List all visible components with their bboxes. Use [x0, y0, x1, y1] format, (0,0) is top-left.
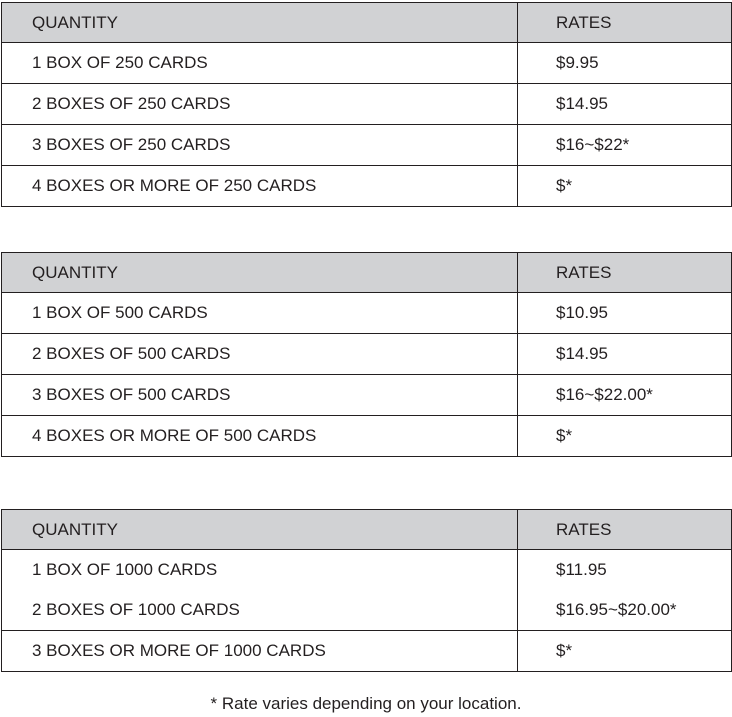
quantity-cell: 2 BOXES OF 500 CARDS: [2, 334, 518, 375]
table-row: [2, 631, 732, 672]
rate-cell: $14.95: [518, 84, 732, 125]
table-row: [2, 43, 732, 84]
rate-cell: $14.95: [518, 334, 732, 375]
table-header-row: [2, 510, 732, 550]
quantity-header: QUANTITY: [2, 510, 518, 550]
quantity-cell: 4 BOXES OR MORE OF 500 CARDS: [2, 416, 518, 457]
rates-table-1000: [1, 509, 732, 672]
quantity-cell: 1 BOX OF 250 CARDS: [2, 43, 518, 84]
quantity-cell: 1 BOX OF 1000 CARDS: [2, 550, 518, 591]
table-header-row: [2, 3, 732, 43]
quantity-cell: 1 BOX OF 500 CARDS: [2, 293, 518, 334]
table-row: [2, 550, 732, 591]
quantity-cell: 3 BOXES OR MORE OF 1000 CARDS: [2, 631, 518, 672]
table-row: [2, 125, 732, 166]
quantity-cell: 2 BOXES OF 250 CARDS: [2, 84, 518, 125]
footnote: * Rate varies depending on your location.: [210, 694, 522, 713]
quantity-cell: 2 BOXES OF 1000 CARDS: [2, 590, 518, 631]
table-row: [2, 590, 732, 631]
table-row: [2, 84, 732, 125]
rate-cell: $*: [518, 631, 732, 672]
table-row: [2, 293, 732, 334]
table-row: [2, 334, 732, 375]
rate-cell: $10.95: [518, 293, 732, 334]
table-row: [2, 375, 732, 416]
table-row: [2, 166, 732, 207]
rate-cell: $9.95: [518, 43, 732, 84]
rates-table-250: [1, 2, 732, 207]
quantity-header: QUANTITY: [2, 3, 518, 43]
quantity-cell: 3 BOXES OF 500 CARDS: [2, 375, 518, 416]
quantity-header: QUANTITY: [2, 253, 518, 293]
rates-table-500: [1, 252, 732, 457]
table-row: [2, 416, 732, 457]
rate-cell: $*: [518, 416, 732, 457]
rate-cell: $16~$22.00*: [518, 375, 732, 416]
rates-header: RATES: [518, 510, 732, 550]
rate-cell: $16~$22*: [518, 125, 732, 166]
rates-header: RATES: [518, 253, 732, 293]
rates-header: RATES: [518, 3, 732, 43]
quantity-cell: 3 BOXES OF 250 CARDS: [2, 125, 518, 166]
quantity-cell: 4 BOXES OR MORE OF 250 CARDS: [2, 166, 518, 207]
rate-cell: $*: [518, 166, 732, 207]
table-header-row: [2, 253, 732, 293]
rate-cell: $11.95: [518, 550, 732, 591]
rate-cell: $16.95~$20.00*: [518, 590, 732, 631]
